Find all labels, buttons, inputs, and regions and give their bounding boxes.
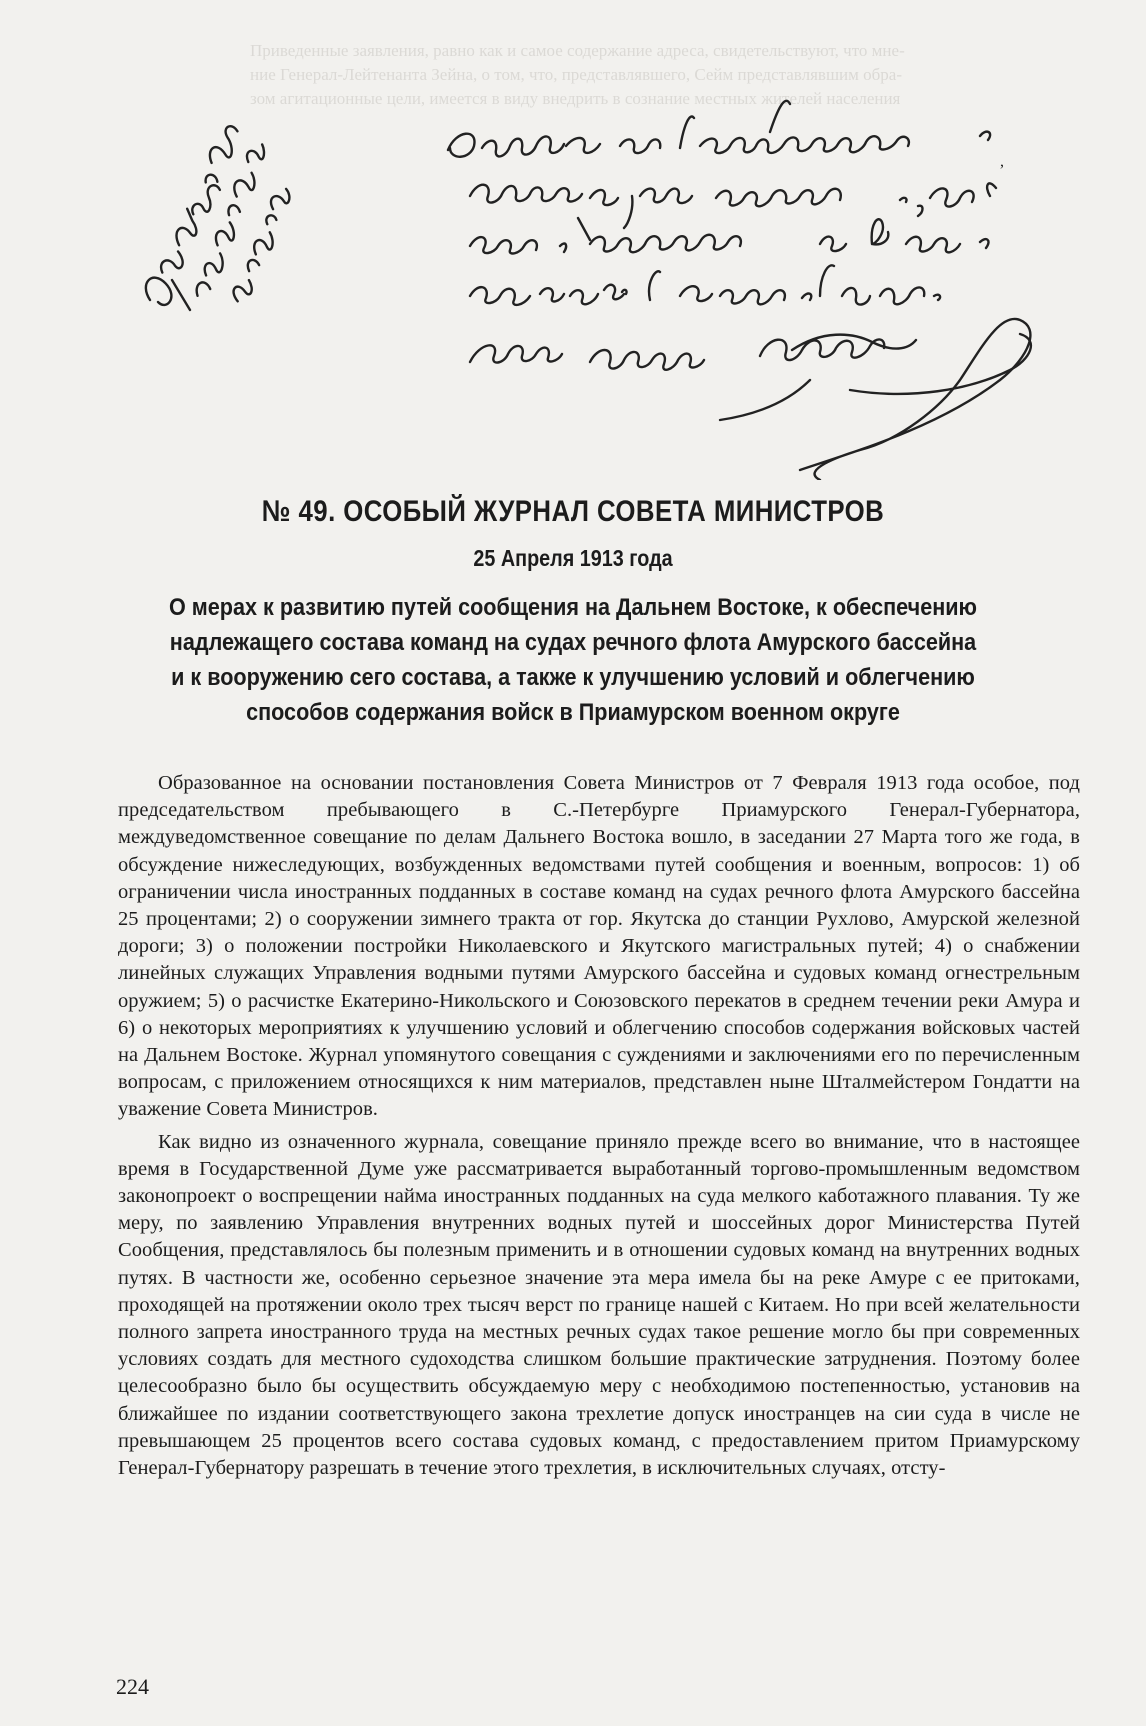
journal-title: № 49. ОСОБЫЙ ЖУРНАЛ СОВЕТА МИНИСТРОВ	[261, 495, 885, 528]
bleed-line: зом агитационные цели, имеется в виду внедрить в сознание местных жителей населения	[250, 89, 901, 108]
resolution-line-3	[470, 218, 988, 253]
bleed-line: ние Генерал-Лейтенанта Зейна, о том, что, представлявшего, Сейм представлявшим обра-	[250, 65, 902, 84]
resolution-line-1	[448, 116, 909, 156]
resolution-line-2	[470, 183, 996, 228]
bleed-line: Приведенные заявления, равно как и самое содержание адреса, свидетельствуют, что мне-	[250, 41, 905, 60]
signature-line	[470, 339, 884, 369]
paragraph: Как видно из означенного журнала, совещание приняло прежде всего во внимание, что в настоящее время в Государственной Думе уже рассматривается выработанный торгово-промышленным ведомством законопроект о воспрещении найма иностранных подданных на суда мелкого каботажного плавания. Ту же меру, по заявлению Управления внутренних водных путей и шоссейных дорог Министерства Путей Сообщения, представлялось бы полезным применить и в отношении судовых команд на внутренних водных путях. В частности же, особенно серьезное значение эта мера имела бы на реке Амуре с ее притоками, проходящей на протяжении около трех тысяч верст по границе нашей с Китаем. Но при всей желательности полного запрета иностранного труда на местных речных судах такое решение могло бы при современных условиях создать для местного судоходства слишком большие практические затруднения. Поэтому более целесообразно было бы осуществить обсуждаемую меру с необходимою постепенностью, установив на ближайшее по издании соответствующего закона трехлетие допуск иностранцев на сии суда в числе не превышающем 25 процентов всего состава судовых команд, с предоставлением притом Приамурскому Генерал-Губернатору разрешать в течение этого трехлетия, в исключительных случаях, отсту-	[118, 1130, 1080, 1480]
left-handwritten-note	[135, 123, 315, 340]
handwritten-resolution	[0, 0, 1146, 480]
resolution-line-4	[470, 265, 940, 305]
paragraph: Образованное на основании постановления Совета Министров от 7 Февраля 1913 года особое, под председательством пребывающего в С.-Петербурге Приамурского Генерал-Губернатора, междуведомственное совещание по делам Дальнего Востока вошло, в заседании 27 Марта того же года, в обсуждение нижеследующих, возбужденных ведомствами путей сообщения и военным, вопросов: 1) об ограничении числа иностранных подданных в составе команд на судах речного флота Амурского бассейна 25 процентами; 2) о сооружении зимнего тракта от гор. Якутска до станции Рухлово, Амурской железной дороги; 3) о положении постройки Николаевского и Якутского магистральных путей; 4) о снабжении линейных служащих Управления водными путями Амурского бассейна и судовых команд огнестрельным оружием; 5) о расчистке Екатерино-Никольского и Союзовского перекатов в среднем течении реки Амура и 6) о некоторых мероприятиях к улучшению условий и облегчению способов содержания войсковых частей на Дальнем Востоке. Журнал упомянутого совещания с суждениями и заключениями его по перечисленным вопросам, с приложением относящихся к ним материалов, представлен ныне Шталмейстером Гондатти на уважение Совета Министров.	[118, 772, 1080, 1121]
journal-date: 25 Апреля 1913 года	[473, 545, 673, 571]
body-text	[118, 770, 1080, 1487]
page-number: 224	[116, 1674, 149, 1699]
svg-text:,: ,	[1000, 153, 1004, 170]
journal-subject: О мерах к развитию путей сообщения на Дальнем Востоке, к обеспечению надлежащего состава команд на судах речного флота Амурского бассейна и к вооружению сего состава, а также к улучшению условий и облегчению способов содержания войск в Приамурском военном округе	[168, 594, 977, 726]
signature-flourish	[800, 319, 1030, 480]
